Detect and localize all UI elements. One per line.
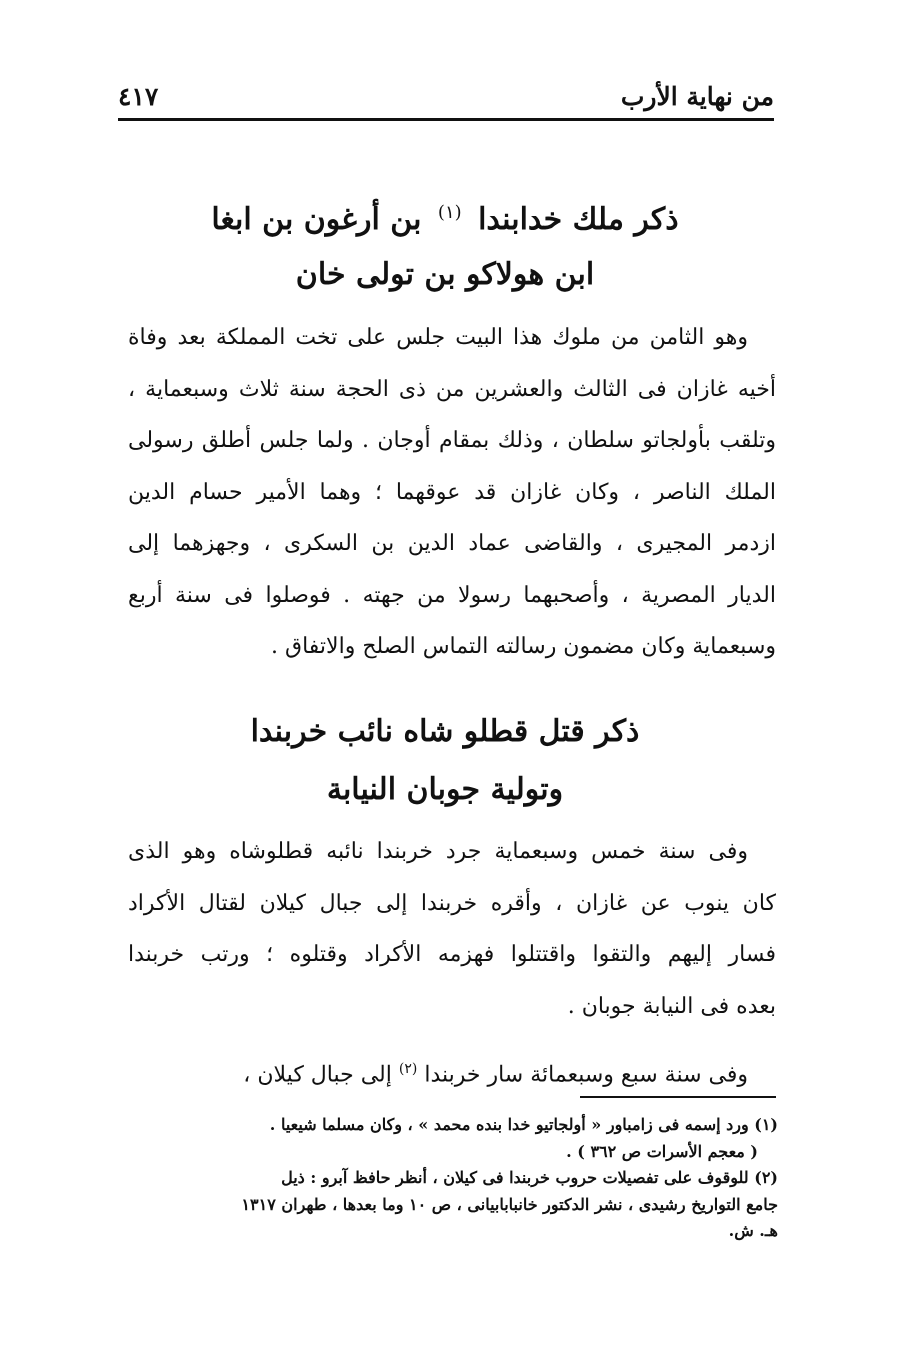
page-number: ٤١٧ bbox=[118, 81, 159, 111]
text-line: ازدمر المجيرى ، والقاضى عماد الدين بن السكرى ، وجهزهما إلى bbox=[128, 531, 776, 556]
footnotes bbox=[128, 1112, 778, 1245]
text-line: وفى سنة خمس وسبعماية جرد خربندا نائبه قطلوشاه وهو الذى bbox=[128, 839, 748, 864]
text-line: فسار إليهم والتقوا واقتتلوا فهزمه الأكراد وقتلوه ؛ ورتب خربندا bbox=[128, 942, 776, 967]
section2-heading-line1: ذكر قتل قطلو شاه نائب خربندا bbox=[250, 714, 640, 749]
text-line: الديار المصرية ، وأصحبهما رسولا من جهته . فوصلوا فى سنة أربع bbox=[128, 582, 776, 608]
running-title: من نهاية الأرب bbox=[620, 81, 774, 111]
section2-paragraph-2 bbox=[128, 1044, 776, 1096]
text-line: أخيه غازان فى الثالث والعشرين من ذى الحجة سنة ثلاث وسبعماية ، bbox=[128, 376, 776, 402]
footnote-marker-1: (١) bbox=[437, 202, 462, 223]
section2-heading-line2: وتولية جوبان النيابة bbox=[326, 772, 564, 807]
text-fragment: وفى سنة سبع وسبعمائة سار خربندا bbox=[424, 1062, 748, 1088]
section1-paragraph bbox=[128, 312, 776, 673]
text-line bbox=[128, 1044, 776, 1096]
text-line: كان ينوب عن غازان ، وأقره خربندا إلى جبال كيلان لقتال الأكراد bbox=[128, 890, 776, 916]
footnote-1-line: ( معجم الأسرات ص ٣٦٢ ) . bbox=[566, 1141, 758, 1161]
section2-paragraph bbox=[128, 826, 776, 1032]
text-line: وسبعماية وكان مضمون رسالته التماس الصلح والاتفاق . bbox=[271, 634, 776, 659]
header-rule bbox=[118, 118, 774, 121]
footnote-marker-2: (٢) bbox=[398, 1061, 418, 1077]
section1-heading-line1 bbox=[120, 193, 770, 240]
text-fragment: إلى جبال كيلان ، bbox=[243, 1062, 392, 1088]
page-header bbox=[118, 78, 774, 114]
footnote-1-line: (١) ورد إسمه فى زامباور « أولجاتيو خدا بنده محمد » ، وكان مسلما شيعيا . bbox=[269, 1115, 778, 1134]
text-line: وهو الثامن من ملوك هذا البيت جلس على تخت المملكة بعد وفاة bbox=[128, 325, 748, 350]
section1-heading-line2: ابن هولاكو بن تولى خان bbox=[295, 257, 595, 292]
text-line: بعده فى النيابة جوبان . bbox=[567, 993, 776, 1019]
footnote-2-line: (٢) للوقوف على تفصيلات حروب خربندا فى كيلان ، أنظر حافظ آبرو : ذيل bbox=[281, 1168, 778, 1187]
footnote-2-line: جامع التواريخ رشيدى ، نشر الدكتور خانبابابيانى ، ص ١٠ وما بعدها ، طهران ١٣١٧ bbox=[241, 1194, 778, 1214]
footnote-rule bbox=[580, 1096, 776, 1098]
text-line: الملك الناصر ، وكان غازان قد عوقهما ؛ وهما الأمير حسام الدين bbox=[128, 479, 776, 505]
section1-heading-part-a: ذكر ملك خدابندا bbox=[478, 202, 679, 237]
text-line: وتلقب بأولجاتو سلطان ، وذلك بمقام أوجان . ولما جلس أطلق رسولى bbox=[128, 428, 776, 453]
section1-heading-part-b: بن أرغون بن ابغا bbox=[211, 202, 422, 237]
footnote-2-line: هـ. ش. bbox=[728, 1221, 778, 1240]
